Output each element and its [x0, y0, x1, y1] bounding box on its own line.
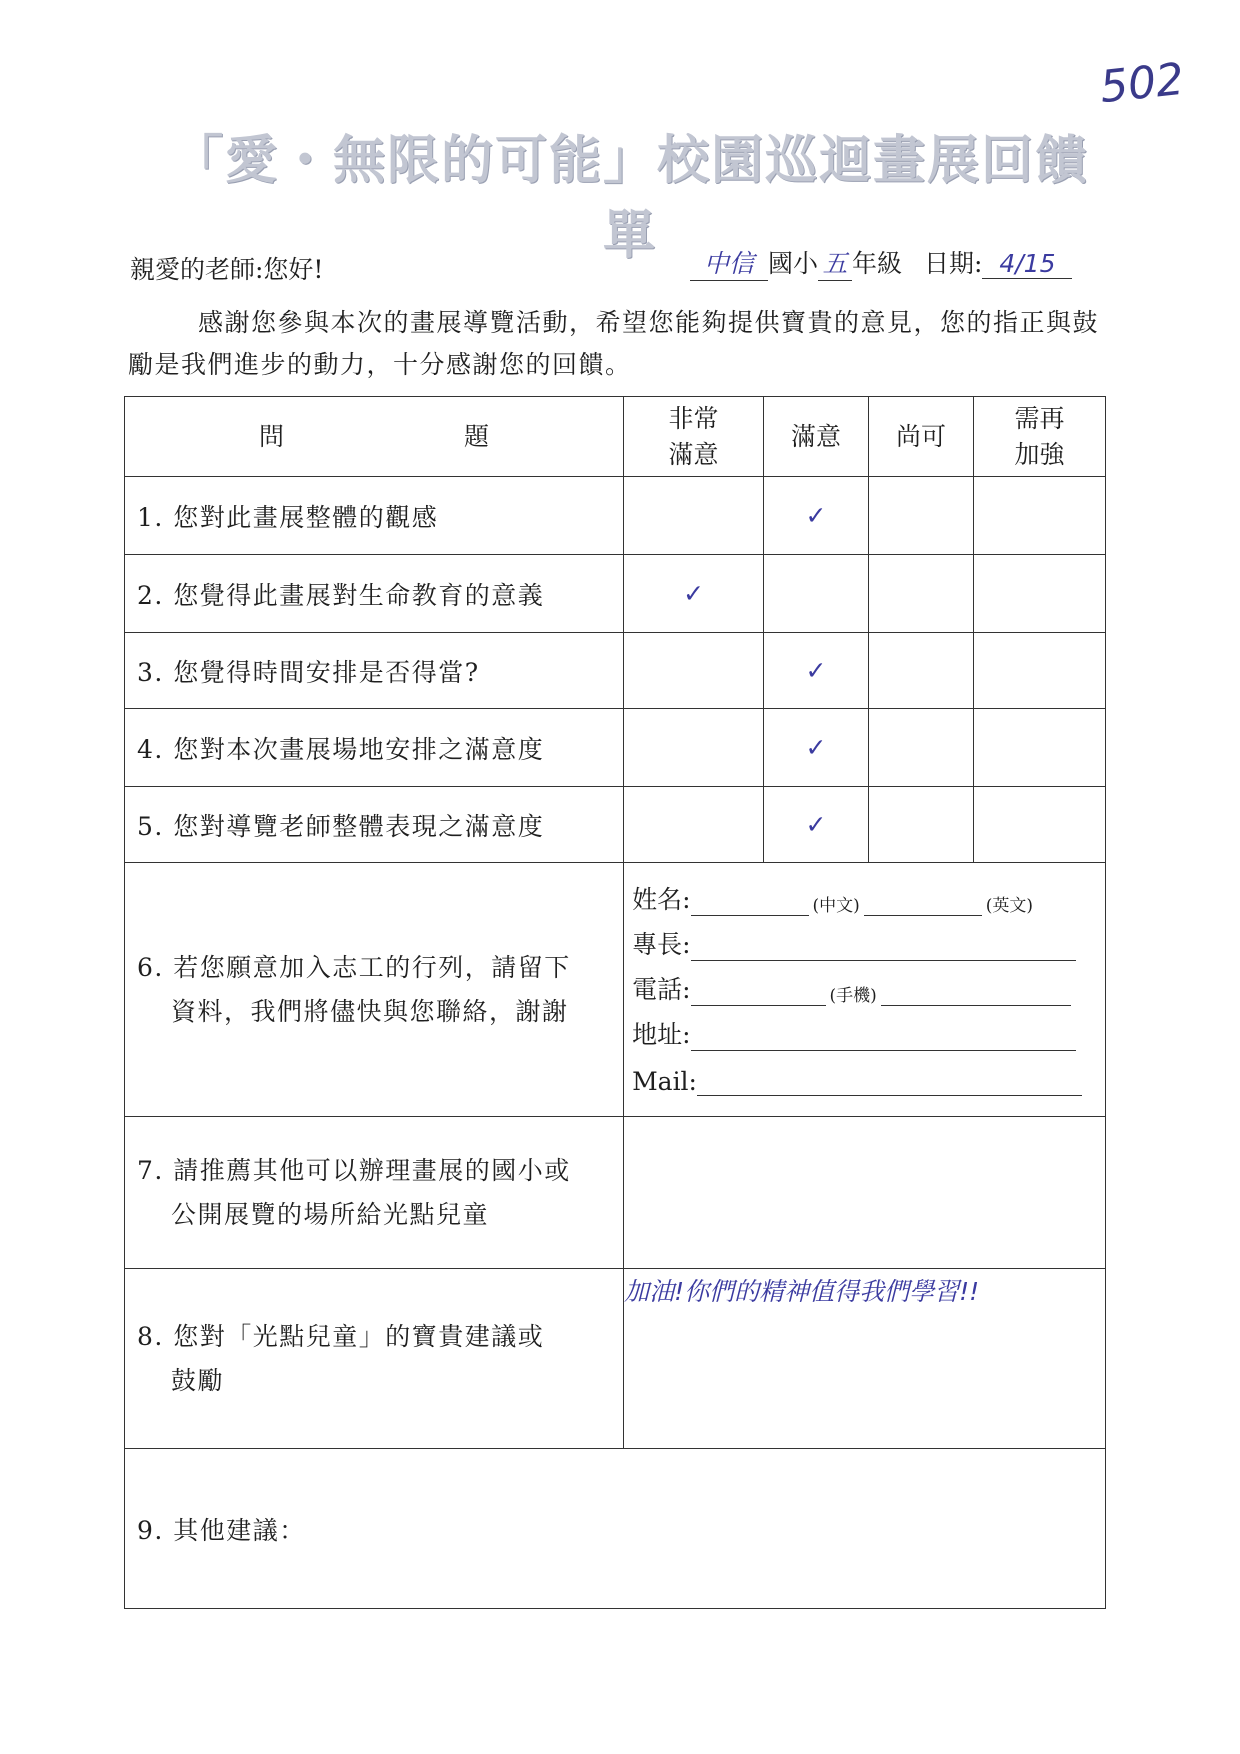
specialty-label: 專長:: [632, 930, 691, 959]
row3-satisfied-cell[interactable]: ✓: [764, 633, 869, 709]
satisfied-header: 滿意: [764, 397, 869, 477]
question-9[interactable]: 9. 其他建議：: [125, 1449, 1106, 1609]
table-header-row: [125, 397, 1106, 477]
phone-input[interactable]: [691, 983, 826, 1006]
question-7: [125, 1117, 624, 1269]
question-7-line2: 公開展覽的場所給光點兒童: [171, 1199, 490, 1229]
row2-needs-improvement-cell[interactable]: [973, 555, 1105, 633]
needs-improvement-header: 需再加強: [973, 397, 1105, 477]
name-english-input[interactable]: [864, 893, 982, 916]
row5-acceptable-cell[interactable]: [869, 787, 974, 863]
header-info: [690, 244, 1072, 281]
corner-number: 502: [1097, 53, 1187, 114]
address-input[interactable]: [691, 1028, 1076, 1051]
date-field[interactable]: 4/15: [982, 249, 1072, 279]
question-1: 1. 您對此畫展整體的觀感: [125, 477, 624, 555]
specialty-input[interactable]: [691, 938, 1076, 961]
mobile-tag: (手機): [829, 986, 877, 1006]
row2-satisfied-cell[interactable]: [764, 555, 869, 633]
recommend-row: [125, 1117, 1106, 1269]
row4-acceptable-cell[interactable]: [869, 709, 974, 787]
specialty-line: [624, 916, 1105, 961]
chinese-tag: (中文): [812, 896, 860, 916]
question-6-line1: 6. 若您願意加入志工的行列，請留下: [137, 952, 571, 982]
address-line: [624, 1006, 1105, 1051]
row5-satisfied-cell[interactable]: ✓: [764, 787, 869, 863]
recommend-answer-cell[interactable]: [624, 1117, 1106, 1269]
question-8: [125, 1269, 624, 1449]
row5-very-satisfied-cell[interactable]: [624, 787, 764, 863]
address-label: 地址:: [632, 1020, 691, 1049]
name-line: [624, 871, 1105, 916]
phone-label: 電話:: [632, 975, 691, 1004]
row1-needs-improvement-cell[interactable]: [973, 477, 1105, 555]
mail-line: [624, 1051, 1105, 1096]
row3-needs-improvement-cell[interactable]: [973, 633, 1105, 709]
row2-very-satisfied-cell[interactable]: ✓: [624, 555, 764, 633]
table-row: [125, 633, 1106, 709]
volunteer-info-cell: [624, 863, 1106, 1117]
date-label: 日期:: [923, 249, 983, 278]
grade-suffix: 年級: [852, 249, 903, 278]
mail-input[interactable]: [697, 1073, 1082, 1096]
question-5: 5. 您對導覽老師整體表現之滿意度: [125, 787, 624, 863]
intro-text: 感謝您參與本次的畫展導覽活動，希望您能夠提供寶貴的意見，您的指正與鼓勵是我們進步的動力，十分感謝您的回饋。: [128, 308, 1100, 379]
row3-very-satisfied-cell[interactable]: [624, 633, 764, 709]
suggestion-row: [125, 1269, 1106, 1449]
question-header-1: 問: [259, 421, 285, 451]
suggestion-answer[interactable]: 加油!你們的精神值得我們學習!!: [624, 1269, 1106, 1449]
question-6: [125, 863, 624, 1117]
row4-satisfied-cell[interactable]: ✓: [764, 709, 869, 787]
question-6-line2: 資料，我們將儘快與您聯絡，謝謝: [171, 996, 569, 1026]
table-row: [125, 555, 1106, 633]
row1-satisfied-cell[interactable]: ✓: [764, 477, 869, 555]
grade-field[interactable]: 五: [818, 244, 852, 281]
acceptable-header: 尚可: [869, 397, 974, 477]
row4-very-satisfied-cell[interactable]: [624, 709, 764, 787]
form-title: 「愛・無限的可能」校園巡迴畫展回饋單: [170, 131, 1089, 266]
mobile-input[interactable]: [881, 983, 1071, 1006]
question-7-line1: 7. 請推薦其他可以辦理畫展的國小或: [137, 1155, 571, 1185]
row4-needs-improvement-cell[interactable]: [973, 709, 1105, 787]
table-row: [125, 787, 1106, 863]
name-chinese-input[interactable]: [691, 893, 809, 916]
very-satisfied-header: 非常滿意: [624, 397, 764, 477]
row2-acceptable-cell[interactable]: [869, 555, 974, 633]
table-row: [125, 709, 1106, 787]
question-8-line1: 8. 您對「光點兒童」的寶貴建議或: [137, 1321, 545, 1351]
school-field[interactable]: 中信: [690, 244, 768, 281]
question-3: 3. 您覺得時間安排是否得當?: [125, 633, 624, 709]
table-row: [125, 477, 1106, 555]
question-header-2: 題: [464, 421, 490, 451]
row3-acceptable-cell[interactable]: [869, 633, 974, 709]
row5-needs-improvement-cell[interactable]: [973, 787, 1105, 863]
other-row: [125, 1449, 1106, 1609]
volunteer-row: [125, 863, 1106, 1117]
school-suffix: 國小: [768, 249, 819, 278]
intro-paragraph: [128, 302, 1118, 386]
greeting: 親愛的老師:您好!: [130, 255, 324, 284]
feedback-table: [124, 396, 1106, 1609]
english-tag: (英文): [985, 896, 1034, 916]
question-2: 2. 您覺得此畫展對生命教育的意義: [125, 555, 624, 633]
phone-line: [624, 961, 1105, 1006]
row1-very-satisfied-cell[interactable]: [624, 477, 764, 555]
question-4: 4. 您對本次畫展場地安排之滿意度: [125, 709, 624, 787]
name-label: 姓名:: [632, 885, 691, 914]
question-8-line2: 鼓勵: [171, 1365, 225, 1395]
mail-label: Mail:: [632, 1067, 697, 1096]
row1-acceptable-cell[interactable]: [869, 477, 974, 555]
question-header: [125, 397, 624, 477]
